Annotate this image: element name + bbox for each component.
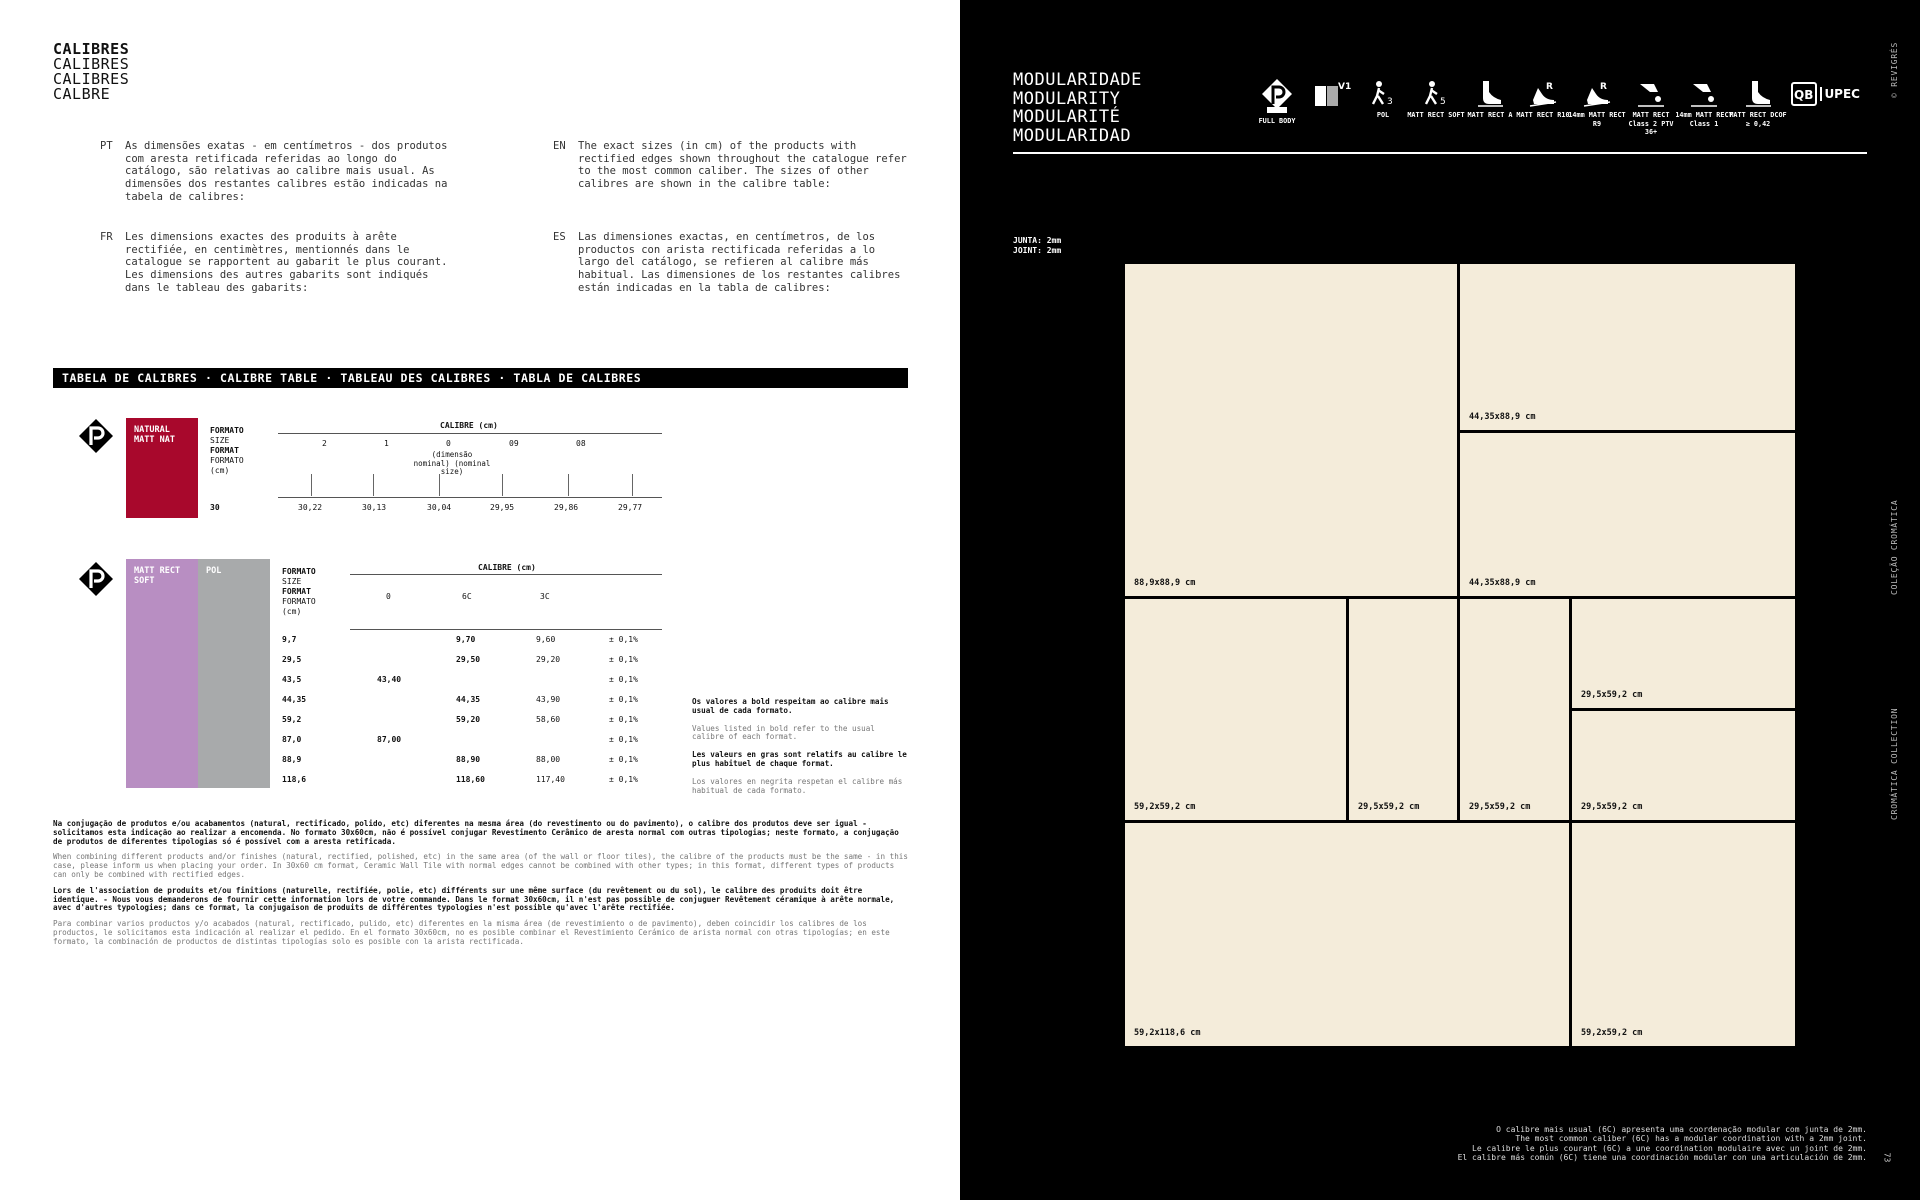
tile-layout xyxy=(1125,264,1795,1046)
tick xyxy=(502,474,503,496)
col-head: 0 xyxy=(446,439,451,448)
right-page xyxy=(960,0,1920,1200)
page-title xyxy=(53,42,129,102)
class1-icon: 14mm MATT RECT Class 1 xyxy=(1674,78,1734,128)
row-value: 29,86 xyxy=(554,503,579,512)
row-value: 30,04 xyxy=(427,503,452,512)
tile-44x88: 44,35x88,9 cm xyxy=(1460,264,1795,430)
tick xyxy=(568,474,569,496)
col-head: 0 xyxy=(386,592,391,601)
rule xyxy=(350,629,662,630)
svg-text:R: R xyxy=(1600,82,1607,92)
tile-29x59: 29,5x59,2 cm xyxy=(1572,711,1795,820)
row-value: 29,95 xyxy=(490,503,515,512)
calibre-table-banner: TABELA DE CALIBRES · CALIBRE TABLE · TABLEAU DES CALIBRES · TABLA DE CALIBRES xyxy=(53,368,908,388)
format-label-1: FORMATO SIZE FORMAT FORMATO (cm) xyxy=(210,426,244,475)
svg-text:QB: QB xyxy=(1794,88,1814,102)
modularity-title: MODULARIDADE MODULARITY MODULARITÉ MODULARIDAD xyxy=(1013,70,1142,146)
tick xyxy=(632,474,633,496)
left-page: CALIBRES CALIBRES CALIBRES CALBRE PT As dimensões exatas - em centímetros - dos produtos com aresta retificada referidas ao longo do catálogo, são relativas ao calibre mais usual. As dimensões dos restantes calibres estão indicadas na tabela de calibres: EN The exact sizes (in cm) of the products with rectified edges shown throughout the catalogue refer to the most common caliber. The sizes of other calibres are shown in the calibre table: FR Les dimensions exactes des produits à arête rectifiée, en centimètres, mentionnés dans le catalogue se rapportent au gabarit le plus courant. Les dimensions des autres gabarits sont indiqués dans le tableau des gabarits: ES Las dimensiones exactas, en centímetros, de los productos con arista rectificada referidas a lo largo del catálogo, se refieren al calibre más habitual. Las dimensiones de los restantes calibres están indicadas en la tabla de calibres: TABELA DE CALIBRES · CALIBRE TABLE · TABLEAU DES CALIBRES · TABLA DE CALIBRES NATURAL MATT NAT FORMATO SIZE FORMAT FORMATO (cm) CALIBRE (cm) 2 1 0 09 08 (dimensão nominal) (nominal size) 30 30,22 30,13 30,04 29,95 29,86 29,77 MATT RECT SOFT POL FORMATO SIZE FORMAT FORMATO (cm) CALIBRE (cm) 0 6C 3C 9,7 9,70 9,60 ± 0,1% 29,5 29,50 29,20 ± 0,1% 43,5 43,40 ± 0,1% 44,35 44,35 43,90 ± 0,1% 59,2 59,20 58,60 ± 0,1% 87,0 87,00 ± 0,1% 88,9 88,90 88,00 ± 0,1% 118,6 118,60 117,40 ± 0,1% Os valores a bold respeitam ao calibre mais usual de cada formato. Values listed in bold refer to the usual calibre of each format. Les valeurs en gras sont relatifs au calibre le plus habituel de chaque format. Los valores en negrita respetan el calibre más habitual de cada formato. Na conjugação de produtos e/ou acabamentos (natural, rectificado, polido, etc) diferentes na mesma área (do revestimento ou do pavimento), o calibre dos produtos deve ser igual - solicitamos esta indicação ao realizar a encomenda. No formato 30x60cm, não é possível conjugar Revestimento Cerâmico de aresta normal com outras tipologias; neste formato, a conjugação de produtos de diferentes tipologias só é possível com a aresta retificada. When combining different products and/or finishes (natural, rectified, polished, etc) in the same area (of the wall or floor tiles), the calibre of the products must be the same - in this case, please inform us when placing your order. In 30x60 cm format, Ceramic Wall Tile with normal edges cannot be combined with other types; in this format, different types of products can only be combined with rectified edges. Lors de l'association de produits et/ou finitions (naturelle, rectifiée, polie, etc) différents sur une même surface (du revêtement ou du sol), le calibre des produits doit être identique. - Nous vous demanderons de fournir cette information lors de votre commande. Dans le format 30x60cm, il n'est pas possible de conjuguer Revêtement céramique à arête normale, avec d'autres typologies; dans ce format, la conjugaison de produits de différentes typologies n'est possible qu'avec l'arête rectifiée. Para combinar varios productos y/o acabados (natural, rectificado, pulido, etc) diferentes en la misma área (de revestimiento o de pavimento), deben coincidir los calibres de los productos, le solicitamos esta indicación al realizar el pedido. En el formato 30x60cm, no es posible combinar el Revestimiento Cerámico de arista normal con otras tipologías; en este formato, la combinación de productos de distintas tipologías solo es posible con la arista rectificada. xyxy=(0,0,960,1200)
porcelain-p-icon xyxy=(78,561,114,597)
rule xyxy=(278,497,662,498)
tile-29x59: 29,5x59,2 cm xyxy=(1572,599,1795,708)
v1-shade-icon xyxy=(1299,78,1359,111)
svg-text:V1: V1 xyxy=(1338,82,1352,92)
col-head: 6C xyxy=(462,592,472,601)
col-head: 1 xyxy=(384,439,389,448)
calibre-heading-2: CALIBRE (cm) xyxy=(478,563,536,572)
svg-text:R: R xyxy=(1546,82,1553,92)
tick xyxy=(439,474,440,496)
tile-44x88: 44,35x88,9 cm xyxy=(1460,433,1795,596)
modular-footnote: O calibre mais usual (6C) apresenta uma coordenação modular com junta de 2mm. The most common caliber (6C) has a modular coordination with a 2mm joint. Le calibre le plus courant (6C) a une coordination modulaire avec un joint de 2mm. El calibre más común (6C) tiene una coordinación modular con una articulación de 2mm. xyxy=(1457,1125,1867,1162)
tile-29x59: 29,5x59,2 cm xyxy=(1460,599,1569,820)
pol-traffic-icon: 3 POL xyxy=(1353,78,1413,120)
dcof-icon: MATT RECT DCOF ≥ 0,42 xyxy=(1728,78,1788,128)
row-value: 30,22 xyxy=(298,503,323,512)
rule xyxy=(350,574,662,575)
tile-88x88: 88,9x88,9 cm xyxy=(1125,264,1457,596)
title-fr: CALIBRES xyxy=(53,70,130,88)
calibre-heading-1: CALIBRE (cm) xyxy=(440,421,498,430)
tile-59x118: 59,2x118,6 cm xyxy=(1125,823,1569,1046)
combination-notes: Na conjugação de produtos e/ou acabamentos (natural, rectificado, polido, etc) diferentes na mesma área (do revestimento ou do pavimento), o calibre dos produtos deve ser igual - solicitamos esta indicação ao realizar a encomenda. No formato 30x60cm, não é possível conjugar Revestimento Cerâmico de aresta normal com outras tipologias; neste formato, a conjugação de produtos de diferentes tipologias só é possível com a aresta retificada. When combining different products and/or finishes (natural, rectified, polished, etc) in the same area (of the wall or floor tiles), the calibre of the products must be the same - in this case, please inform us when placing your order. In 30x60 cm format, Ceramic Wall Tile with normal edges cannot be combined with other types; in this format, different types of products can only be combined with rectified edges. Lors de l'association de produits et/ou finitions (naturelle, rectifiée, polie, etc) différents sur une même surface (du revêtement ou du sol), le calibre des produits doit être identique. - Nous vous demanderons de fournir cette information lors de votre commande. Dans le format 30x60cm, il n'est pas possible de conjuguer Revêtement céramique à arête normale, avec d'autres typologies; dans ce format, la conjugaison de produits de différentes typologies n'est possible qu'avec l'arête rectifiée. Para combinar varios productos y/o acabados (natural, rectificado, pulido, etc) diferentes en la misma área (de revestimiento o de pavimento), deben coincidir los calibres de los productos, le solicitamos esta indicación al realizar el pedido. En el formato 30x60cm, no es posible combinar el Revestimiento Cerámico de arista normal con otras tipologías; en este formato, la combinación de productos de distintas tipologías solo es posible con la arista rectificada. xyxy=(53,819,908,946)
row-value: 30,13 xyxy=(362,503,387,512)
copyright-mark: © REVIGRÉS xyxy=(1890,41,1899,98)
full-body-icon: FULL BODY xyxy=(1247,78,1307,126)
qb-upec-icon: QB UPEC xyxy=(1790,78,1860,106)
tile-29x59: 29,5x59,2 cm xyxy=(1349,599,1457,820)
swatch-natural-matt: NATURAL MATT NAT xyxy=(126,418,198,518)
row-value: 29,77 xyxy=(618,503,643,512)
tick xyxy=(311,474,312,496)
col-head: 09 xyxy=(509,439,519,448)
svg-text:3: 3 xyxy=(1387,97,1393,107)
col-head: 08 xyxy=(576,439,586,448)
porcelain-p-icon xyxy=(78,418,114,454)
title-rule xyxy=(1013,152,1867,154)
tile-59x59: 59,2x59,2 cm xyxy=(1572,823,1795,1046)
matt-rect-soft-icon: 5 MATT RECT SOFT xyxy=(1406,78,1466,120)
side-collection-pt: COLEÇÃO CROMÁTICA xyxy=(1890,499,1899,595)
rule xyxy=(278,433,662,434)
swatch-matt-rect-soft: MATT RECT SOFT xyxy=(126,559,198,788)
nominal-note: (dimensão nominal) (nominal size) xyxy=(413,450,491,476)
matt-rect-a-icon: MATT RECT A xyxy=(1460,78,1520,120)
page-number: 73 xyxy=(1882,1152,1892,1163)
format-label-2: FORMATO SIZE FORMAT FORMATO (cm) xyxy=(282,567,316,616)
swatch-pol: POL xyxy=(198,559,270,788)
bold-legend-notes: Os valores a bold respeitam ao calibre mais usual de cada formato. Values listed in bold refer to the usual calibre of each format. Les valeurs en gras sont relatifs au calibre le plus habituel de chaque format. Los valores en negrita respetan el calibre más habitual de cada formato. xyxy=(692,697,907,795)
matt-rect-r9-icon: R 14mm MATT RECT R9 xyxy=(1568,82,1626,128)
col-head: 2 xyxy=(322,439,327,448)
matt-rect-r10-icon: R MATT RECT R10 xyxy=(1516,82,1570,119)
class2-icon: MATT RECT Class 2 PTV 36+ xyxy=(1621,78,1681,137)
svg-text:5: 5 xyxy=(1440,97,1446,107)
joint-size: JUNTA: 2mm JOINT: 2mm xyxy=(1013,236,1062,255)
col-head: 3C xyxy=(540,592,550,601)
tile-59x59: 59,2x59,2 cm xyxy=(1125,599,1346,820)
title-en: CALIBRES xyxy=(53,55,130,73)
row-size: 30 xyxy=(210,503,220,512)
title-es: CALBRE xyxy=(53,85,111,103)
side-collection-en: CROMÁTICA COLLECTION xyxy=(1890,707,1899,820)
tick xyxy=(373,474,374,496)
title-pt: CALIBRES xyxy=(53,40,130,58)
